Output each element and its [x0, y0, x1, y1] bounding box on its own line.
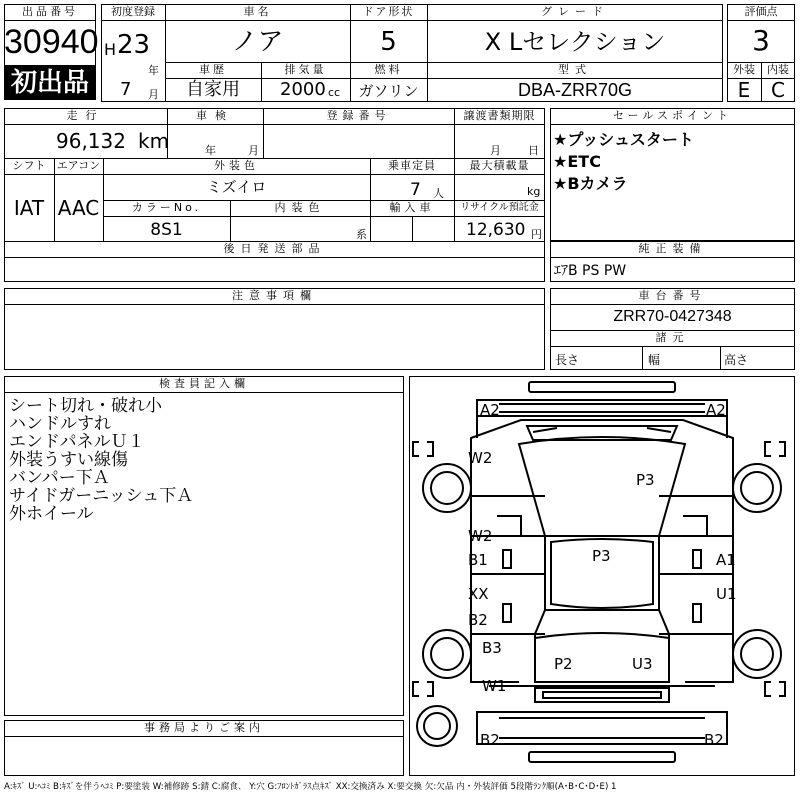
damage-mark: B2 [704, 731, 724, 749]
model-label: 型式 [558, 63, 592, 76]
mileage: 96,132 [56, 129, 126, 153]
notes-label: 注意事項欄 [232, 289, 317, 302]
damage-mark: B2 [468, 611, 488, 629]
exterior-grade: E [737, 78, 751, 102]
sales-point-item: ★Bカメラ [553, 174, 628, 193]
damage-mark: A1 [716, 551, 736, 569]
shift-label: シフト [12, 159, 46, 172]
width-label: 幅 [648, 353, 661, 367]
damage-mark: P3 [636, 471, 655, 489]
damage-mark: P2 [554, 655, 573, 673]
exterior-label: 外装 [733, 63, 755, 76]
damage-mark: W2 [468, 527, 493, 545]
interior-color-label: 内装色 [274, 201, 326, 214]
ac: AAC [57, 196, 100, 220]
capacity-label: 乗車定員 [388, 159, 436, 172]
capacity: 7 [410, 180, 421, 200]
inspector-note: 外装うすい線傷 [9, 450, 128, 470]
mileage-unit: km [138, 129, 170, 153]
transfer-day-unit: 日 [528, 144, 539, 157]
sales-points-label: セールスポイント [612, 109, 732, 122]
equipment-value: ｴｱB PS PW [554, 263, 627, 279]
inspection-month-unit: 月 [248, 144, 259, 157]
inspector-note: エンドパネルＵ１ [9, 432, 145, 452]
capacity-unit: 人 [433, 187, 444, 200]
door-label: ドア形状 [362, 5, 415, 18]
chassis-label: 車台番号 [638, 289, 707, 302]
first-listing-badge-text: 初出品 [10, 68, 89, 98]
score: 3 [752, 24, 770, 57]
car-name: ノア [231, 27, 284, 57]
inspector-note: ハンドルすれ [9, 414, 111, 434]
history: 自家用 [186, 79, 240, 100]
sales-point-item: ★ETC [553, 152, 601, 171]
era: H [104, 40, 117, 59]
car-outline-diagram [409, 376, 795, 776]
chassis-number: ZRR70-0427348 [613, 308, 732, 325]
recycle-label: リサイクル預託金 [460, 202, 539, 213]
sales-point-item: ★プッシュスタート [553, 130, 694, 149]
inspector-note: 外ホイール [9, 504, 94, 524]
damage-mark: A2 [706, 401, 726, 419]
inspector-label: 検査員記入欄 [159, 377, 249, 390]
damage-mark: B3 [482, 639, 502, 657]
displacement: 2000 [280, 79, 326, 100]
model: DBA-ZRR70G [517, 80, 633, 100]
first-reg-year: 23 [117, 30, 151, 60]
damage-mark: U3 [632, 655, 653, 673]
inspector-note: バンパー下Ａ [9, 468, 110, 488]
damage-mark: U1 [716, 585, 737, 603]
equipment-label: 純正装備 [638, 242, 707, 255]
transfer-month-unit: 月 [490, 144, 501, 157]
car-name-label: 車名 [243, 5, 272, 18]
damage-mark: A2 [480, 401, 500, 419]
inspector-note: シート切れ・破れ小 [9, 396, 162, 416]
score-label: 評価点 [744, 5, 778, 18]
damage-mark: B2 [480, 731, 500, 749]
inspection-label: 車検 [196, 109, 234, 122]
max-load-label: 最大積載量 [469, 159, 530, 172]
color-number: 8S1 [150, 220, 183, 240]
history-label: 車歴 [199, 63, 227, 76]
exterior-color: ミズイロ [206, 178, 267, 196]
first-reg-label: 初度登録 [111, 5, 155, 18]
transfer-docs-label: 譲渡書類期限 [463, 109, 536, 122]
fuel: ガソリン [358, 82, 419, 100]
ac-label: エアコン [56, 159, 101, 172]
mileage-label: 走行 [66, 109, 105, 122]
inspection-year-unit: 年 [205, 144, 216, 157]
interior-color-unit: 系 [356, 228, 367, 241]
fuel-label: 燃料 [374, 63, 403, 76]
grade: X Lセレクション [484, 28, 666, 56]
interior-label: 内装 [767, 63, 789, 76]
dimensions-label: 諸元 [655, 331, 690, 344]
interior-grade: C [771, 78, 785, 102]
grade-label: グレード [541, 5, 609, 18]
listing-number-label: 出品番号 [22, 5, 78, 18]
height-label: 高さ [724, 353, 749, 367]
damage-mark: B1 [468, 551, 488, 569]
max-load-unit: kg [527, 185, 541, 198]
listing-number: 30940 [4, 23, 99, 61]
displacement-label: 排気量 [284, 63, 327, 76]
color-number-label: カラーNo. [131, 201, 202, 214]
damage-mark: XX [468, 585, 489, 603]
first-reg-month: 7 [120, 79, 132, 100]
month-unit: 月 [148, 88, 159, 101]
exterior-color-label: 外装色 [214, 159, 259, 172]
damage-mark: P3 [592, 547, 611, 565]
legend-text: A:ｷｽﾞ U:ﾍｺﾐ B:ｷｽﾞを伴うﾍｺﾐ P:要塗装 W:補修跡 S:錆 C:腐食、 Y:穴 G:ﾌﾛﾝﾄｶﾞﾗｽ点ｷｽﾞ XX:交換済み X:要交換 欠:欠品 内・外装評価 5段階ﾗﾝｸ順(A･B･C･D･E) 1 [4, 782, 617, 792]
doors: 5 [380, 27, 397, 57]
damage-mark: W2 [468, 449, 493, 467]
inspector-note: サイドガーニッシュ下Ａ [9, 486, 194, 506]
recycle-unit: 円 [531, 228, 542, 241]
length-label: 長さ [555, 353, 580, 367]
later-parts-label: 後日発送部品 [223, 242, 326, 255]
import-label: 輸入車 [389, 201, 435, 214]
shift: IAT [13, 196, 45, 220]
year-unit: 年 [148, 64, 159, 77]
registration-number-label: 登録番号 [326, 109, 391, 122]
damage-mark: W1 [482, 677, 507, 695]
recycle-amount: 12,630 [466, 220, 526, 240]
office-notice-label: 事務局よりご案内 [144, 721, 264, 734]
displacement-unit: cc [328, 86, 341, 99]
